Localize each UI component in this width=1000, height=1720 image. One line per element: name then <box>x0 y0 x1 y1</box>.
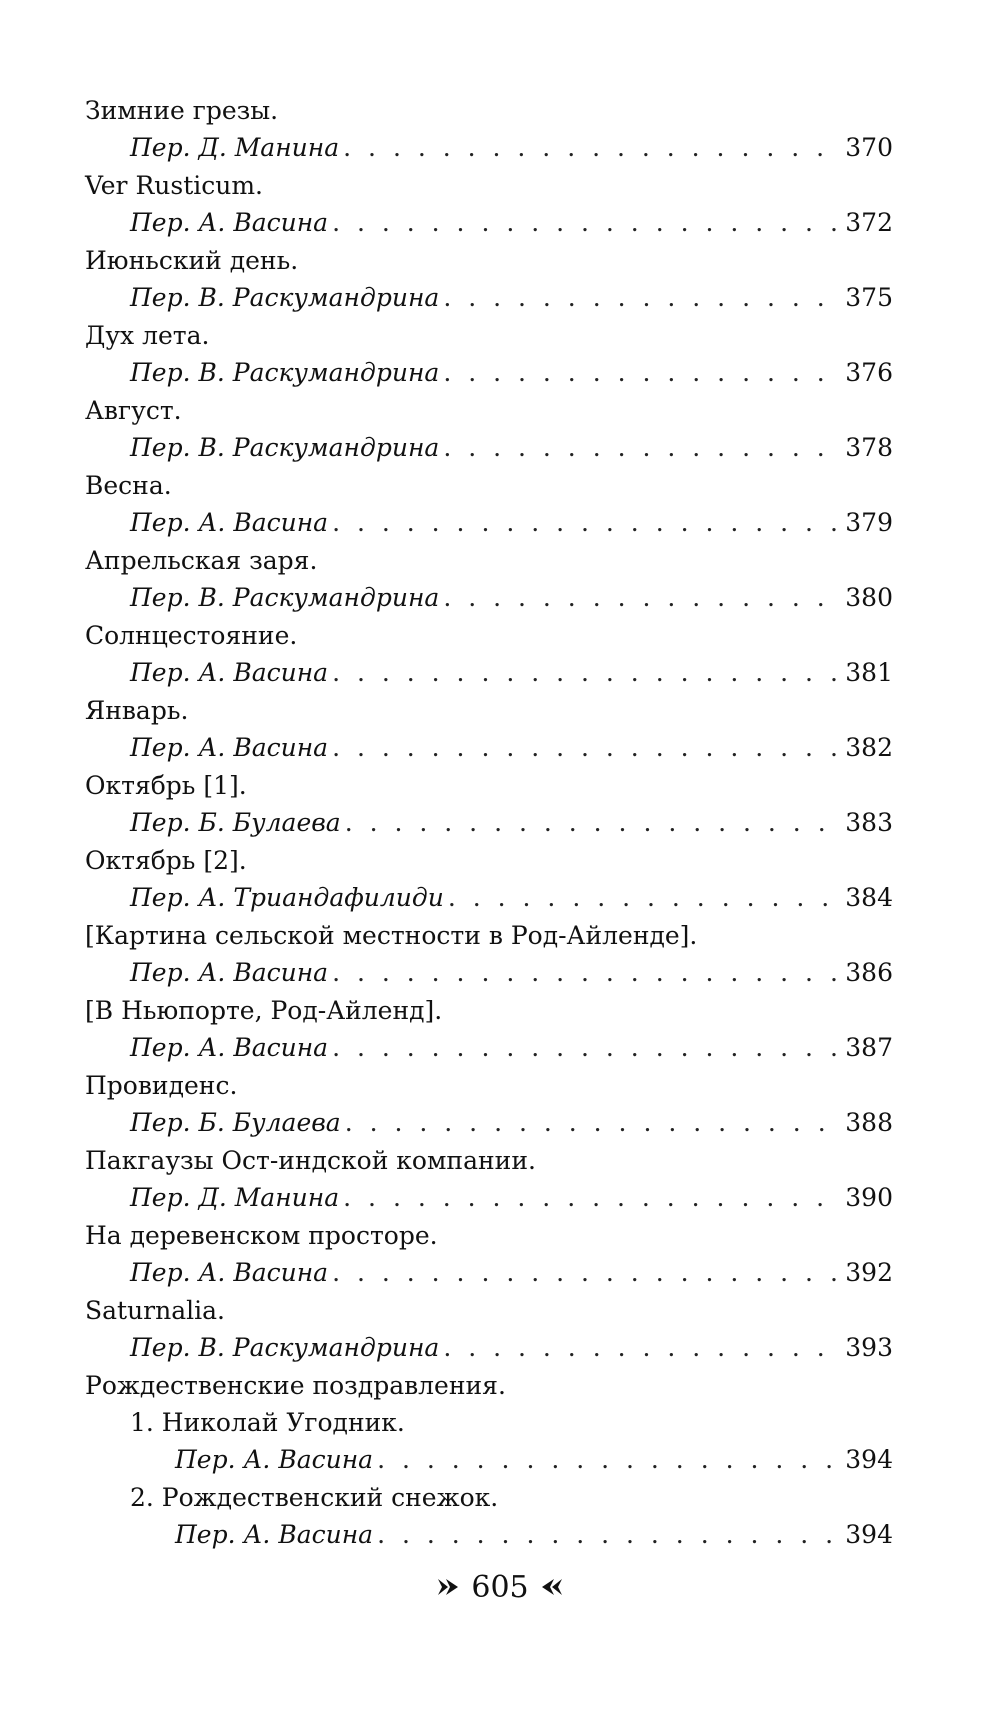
page-number: 605 <box>471 1570 529 1605</box>
dot-leader <box>332 1030 839 1066</box>
right-arrow-ornament-icon <box>436 1572 462 1607</box>
entry-page-number: 392 <box>845 1258 893 1287</box>
dot-leader <box>332 955 839 991</box>
dot-leader <box>345 1105 840 1141</box>
dot-leader <box>343 130 839 166</box>
toc-entry <box>85 918 893 993</box>
entry-page-number: 381 <box>845 658 893 687</box>
toc-entry <box>85 843 893 918</box>
entry-title: Зимние грезы. <box>85 96 279 125</box>
table-of-contents <box>85 93 893 1555</box>
entry-title: Январь. <box>85 696 189 725</box>
toc-entry <box>85 393 893 468</box>
toc-entry <box>85 93 893 168</box>
entry-title: Дух лета. <box>85 321 210 350</box>
entry-title: Провиденс. <box>85 1071 238 1100</box>
entry-translator: Пер. А. Васина <box>130 208 329 237</box>
dot-leader <box>332 205 839 241</box>
toc-entry <box>85 468 893 543</box>
entry-page-number: 379 <box>845 508 893 537</box>
dot-leader <box>332 655 839 691</box>
entry-translator-line <box>85 955 893 993</box>
subentry-translator-line <box>85 1517 893 1555</box>
toc-entry <box>85 693 893 768</box>
toc-subentry <box>85 1480 893 1555</box>
toc-entry <box>85 318 893 393</box>
dot-leader <box>443 580 839 616</box>
entry-translator: Пер. А. Триандафилиди <box>130 883 444 912</box>
dot-leader <box>443 430 839 466</box>
subentry-translator: Пер. А. Васина <box>175 1445 374 1474</box>
toc-entry <box>85 1218 893 1293</box>
entry-page-number: 375 <box>845 283 893 312</box>
toc-entry <box>85 768 893 843</box>
dot-leader <box>345 805 840 841</box>
subentry-title: 1. Николай Угодник. <box>130 1408 405 1437</box>
subentry-translator: Пер. А. Васина <box>175 1520 374 1549</box>
entry-translator-line <box>85 1330 893 1368</box>
entry-title: На деревенском просторе. <box>85 1221 438 1250</box>
entry-page-number: 383 <box>845 808 893 837</box>
subentry-page-number: 394 <box>845 1445 893 1474</box>
entry-title: [Картина сельской местности в Род-Айленде]. <box>85 921 698 950</box>
entry-title: Весна. <box>85 471 172 500</box>
dot-leader <box>377 1517 839 1553</box>
entry-page-number: 388 <box>845 1108 893 1137</box>
entry-translator: Пер. А. Васина <box>130 733 329 762</box>
entry-translator-line <box>85 1105 893 1143</box>
entry-translator-line <box>85 880 893 918</box>
entry-translator-line <box>85 805 893 843</box>
entry-translator-line <box>85 1255 893 1293</box>
toc-entry <box>85 1293 893 1368</box>
entry-title: Октябрь [2]. <box>85 846 247 875</box>
entry-page-number: 382 <box>845 733 893 762</box>
entry-translator: Пер. Б. Булаева <box>130 1108 341 1137</box>
entry-page-number: 372 <box>845 208 893 237</box>
entry-translator: Пер. В. Раскумандрина <box>130 358 440 387</box>
dot-leader <box>343 1180 839 1216</box>
entry-translator-line <box>85 580 893 618</box>
entry-translator: Пер. Д. Манина <box>130 133 340 162</box>
entry-title: Солнцестояние. <box>85 621 298 650</box>
entry-translator-line <box>85 130 893 168</box>
subentry-translator-line <box>85 1442 893 1480</box>
entry-title: Июньский день. <box>85 246 299 275</box>
entry-page-number: 380 <box>845 583 893 612</box>
entry-translator: Пер. А. Васина <box>130 508 329 537</box>
toc-entry <box>85 543 893 618</box>
dot-leader <box>443 280 839 316</box>
entry-translator: Пер. Д. Манина <box>130 1183 340 1212</box>
entry-translator-line <box>85 655 893 693</box>
entry-translator-line <box>85 280 893 318</box>
entry-translator-line <box>85 430 893 468</box>
entry-translator-line <box>85 1180 893 1218</box>
toc-group <box>85 1368 893 1555</box>
entry-translator: Пер. В. Раскумандрина <box>130 283 440 312</box>
entry-translator-line <box>85 730 893 768</box>
dot-leader <box>443 355 839 391</box>
entry-translator-line <box>85 505 893 543</box>
subentry-title: 2. Рождественский снежок. <box>130 1483 499 1512</box>
entry-title: Пакгаузы Ост-индской компании. <box>85 1146 536 1175</box>
entry-translator: Пер. В. Раскумандрина <box>130 433 440 462</box>
left-arrow-ornament-icon <box>538 1572 564 1607</box>
entry-translator-line <box>85 1030 893 1068</box>
entry-title: Август. <box>85 396 182 425</box>
entry-title: Апрельская заря. <box>85 546 318 575</box>
dot-leader <box>332 505 839 541</box>
entry-page-number: 393 <box>845 1333 893 1362</box>
entry-translator: Пер. Б. Булаева <box>130 808 341 837</box>
entry-page-number: 384 <box>845 883 893 912</box>
entry-title: [В Ньюпорте, Род-Айленд]. <box>85 996 443 1025</box>
entry-translator-line <box>85 205 893 243</box>
toc-subentry <box>85 1405 893 1480</box>
subentry-page-number: 394 <box>845 1520 893 1549</box>
entry-title: Ver Rusticum. <box>85 171 264 200</box>
dot-leader <box>332 730 839 766</box>
entry-translator: Пер. В. Раскумандрина <box>130 583 440 612</box>
dot-leader <box>448 880 839 916</box>
dot-leader <box>332 1255 839 1291</box>
dot-leader <box>443 1330 839 1366</box>
toc-entry <box>85 168 893 243</box>
entry-translator: Пер. А. Васина <box>130 958 329 987</box>
entry-page-number: 387 <box>845 1033 893 1062</box>
entry-translator: Пер. А. Васина <box>130 658 329 687</box>
toc-entry <box>85 1143 893 1218</box>
entry-page-number: 386 <box>845 958 893 987</box>
group-title: Рождественские поздравления. <box>85 1371 506 1400</box>
entry-translator: Пер. В. Раскумандрина <box>130 1333 440 1362</box>
entry-page-number: 378 <box>845 433 893 462</box>
entry-page-number: 390 <box>845 1183 893 1212</box>
entry-page-number: 370 <box>845 133 893 162</box>
toc-entry <box>85 993 893 1068</box>
entry-translator: Пер. А. Васина <box>130 1258 329 1287</box>
page-footer <box>0 1570 1000 1607</box>
entry-title: Октябрь [1]. <box>85 771 247 800</box>
toc-entry <box>85 243 893 318</box>
toc-entry <box>85 618 893 693</box>
entry-translator-line <box>85 355 893 393</box>
entry-translator: Пер. А. Васина <box>130 1033 329 1062</box>
entry-page-number: 376 <box>845 358 893 387</box>
entry-title: Saturnalia. <box>85 1296 225 1325</box>
toc-entry <box>85 1068 893 1143</box>
dot-leader <box>377 1442 839 1478</box>
